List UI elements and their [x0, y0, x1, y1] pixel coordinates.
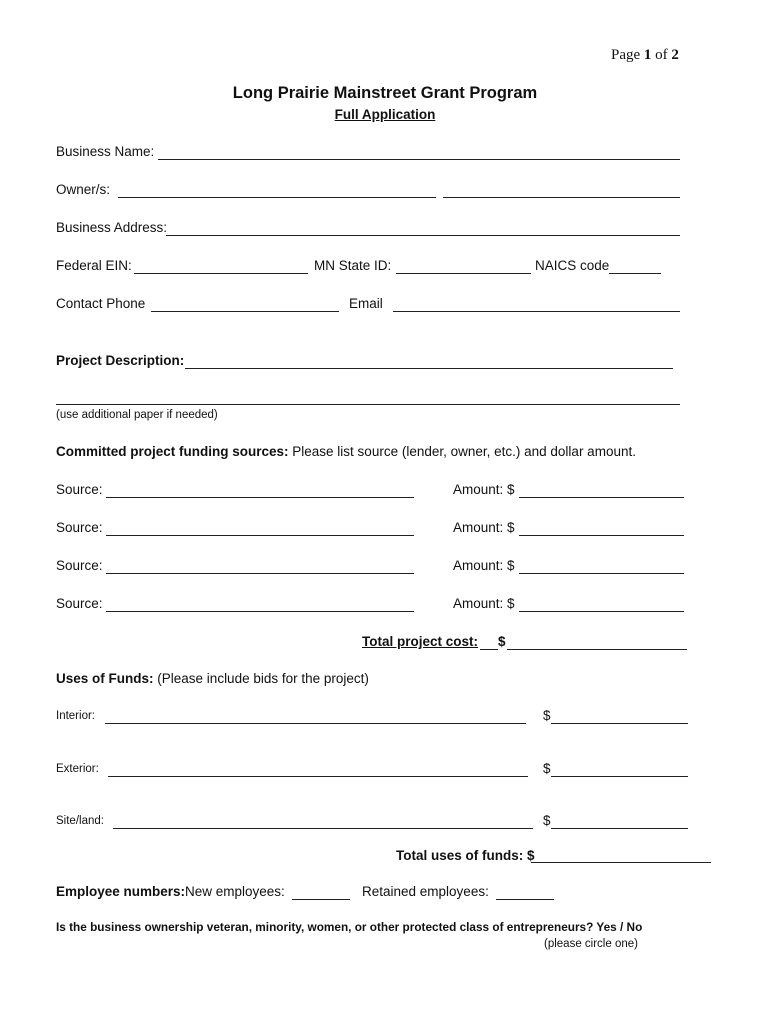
new-employees-field[interactable] [292, 899, 350, 900]
owner-2-field[interactable] [443, 197, 680, 198]
exterior-label: Exterior: [56, 763, 99, 775]
project-description-label: Project Description: [56, 353, 185, 368]
page-total: 2 [671, 47, 679, 63]
form-subtitle: Full Application [334, 107, 436, 122]
interior-amount-field[interactable] [551, 723, 688, 724]
owner-1-field[interactable] [118, 197, 436, 198]
ownership-question: Is the business ownership veteran, minority, women, or other protected class of entrepreneurs? Yes / No [56, 920, 643, 934]
business-name-field[interactable] [158, 159, 680, 160]
business-address-label: Business Address: [56, 220, 168, 235]
project-description-field-2[interactable] [56, 404, 680, 405]
federal-ein-field[interactable] [134, 273, 308, 274]
total-uses-field[interactable] [531, 862, 711, 863]
uses-heading [56, 672, 369, 686]
project-description-field-1[interactable] [185, 368, 673, 369]
new-employees-label: New employees: [185, 884, 285, 899]
naics-code-label: NAICS code [535, 258, 610, 273]
mn-state-id-field[interactable] [396, 273, 531, 274]
uses-heading-bold: Uses of Funds: [56, 671, 154, 686]
federal-ein-label: Federal EIN: [56, 258, 132, 273]
interior-dollar: $ [543, 708, 551, 723]
page-of: of [655, 47, 668, 63]
source-label-3: Source: [56, 558, 103, 573]
interior-label: Interior: [56, 710, 95, 722]
contact-phone-label: Contact Phone [56, 296, 146, 311]
business-name-label: Business Name: [56, 144, 155, 159]
funding-heading-rest: Please list source (lender, owner, etc.) and dollar amount. [292, 444, 636, 459]
total-project-cost-gap-line [480, 649, 498, 650]
amount-label-3: Amount: $ [453, 558, 515, 573]
total-uses-label: Total uses of funds: $ [396, 848, 535, 863]
amount-label-2: Amount: $ [453, 520, 515, 535]
retained-employees-field[interactable] [496, 899, 554, 900]
amount-label-4: Amount: $ [453, 596, 515, 611]
amount-field-1[interactable] [519, 497, 684, 498]
amount-field-4[interactable] [519, 611, 684, 612]
exterior-amount-field[interactable] [551, 776, 688, 777]
mn-state-id-label: MN State ID: [314, 258, 392, 273]
additional-paper-note: (use additional paper if needed) [56, 409, 218, 421]
source-field-3[interactable] [106, 573, 414, 574]
amount-field-2[interactable] [519, 535, 684, 536]
page-label: Page [611, 47, 641, 63]
contact-phone-field[interactable] [151, 311, 339, 312]
uses-heading-rest: (Please include bids for the project) [157, 671, 369, 686]
business-address-field[interactable] [166, 235, 680, 236]
total-project-cost-field[interactable] [507, 649, 687, 650]
email-field[interactable] [393, 311, 680, 312]
interior-field[interactable] [105, 723, 526, 724]
source-field-1[interactable] [106, 497, 414, 498]
source-label-1: Source: [56, 482, 103, 497]
exterior-dollar: $ [543, 761, 551, 776]
amount-label-1: Amount: $ [453, 482, 515, 497]
total-project-cost-label: Total project cost: [362, 634, 479, 649]
source-field-2[interactable] [106, 535, 414, 536]
source-label-2: Source: [56, 520, 103, 535]
retained-employees-label: Retained employees: [362, 884, 489, 899]
site-land-dollar: $ [543, 813, 551, 828]
source-label-4: Source: [56, 596, 103, 611]
site-land-label: Site/land: [56, 815, 104, 827]
naics-code-field[interactable] [609, 273, 661, 274]
site-land-field[interactable] [113, 828, 533, 829]
owners-label: Owner/s: [56, 182, 111, 197]
source-field-4[interactable] [106, 611, 414, 612]
circle-one-note: (please circle one) [544, 938, 638, 950]
form-title: Long Prairie Mainstreet Grant Program [232, 84, 538, 102]
page-number [611, 48, 679, 63]
exterior-field[interactable] [108, 776, 528, 777]
total-project-cost-dollar: $ [498, 634, 506, 649]
page-current: 1 [643, 47, 652, 63]
email-label: Email [349, 296, 383, 311]
funding-heading-bold: Committed project funding sources: [56, 444, 289, 459]
amount-field-3[interactable] [519, 573, 684, 574]
site-land-amount-field[interactable] [551, 828, 688, 829]
employee-numbers-label: Employee numbers: [56, 884, 186, 899]
funding-heading [56, 445, 636, 459]
